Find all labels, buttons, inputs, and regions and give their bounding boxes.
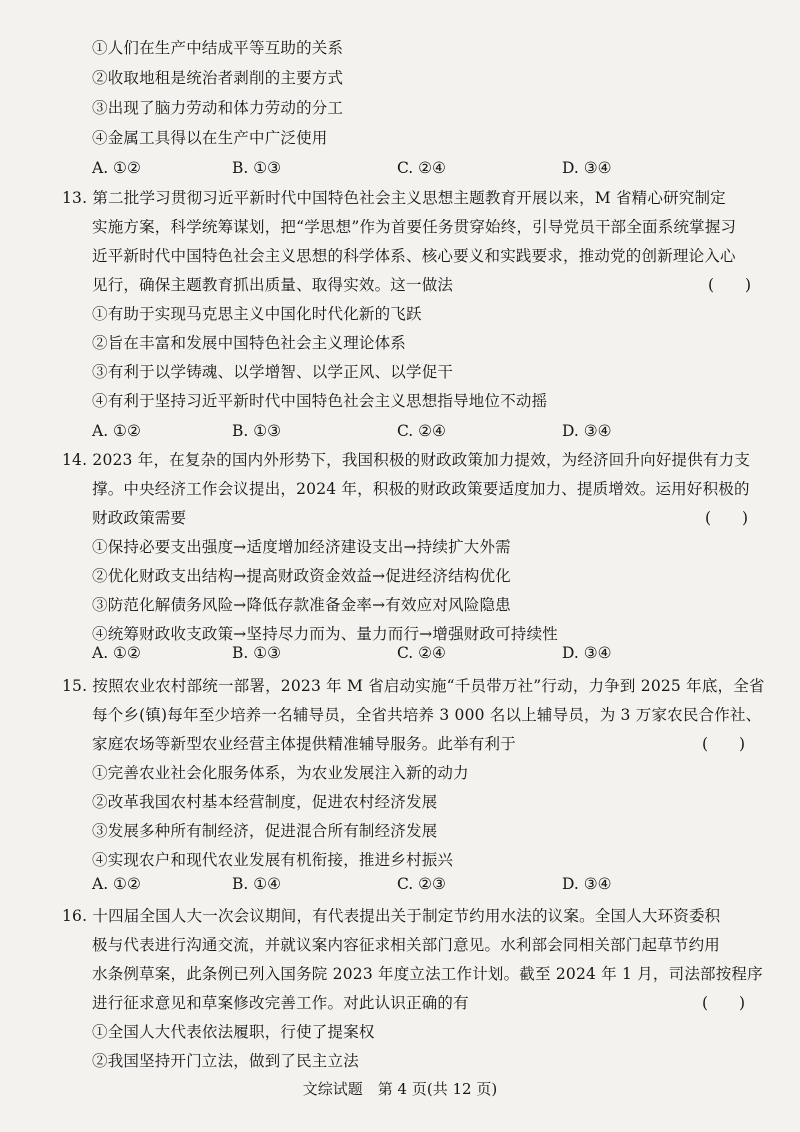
- q12-choice-a: A. ①②: [92, 159, 141, 177]
- q14-option-4: ④统筹财政收支政策→坚持尽力而为、量力而行→增强财政可持续性: [92, 625, 558, 643]
- q16-stem-line-2: 极与代表进行沟通交流，并就议案内容征求相关部门意见。水利部会同相关部门起草节约用: [92, 936, 721, 954]
- q15-stem-line-2: 每个乡(镇)每年至少培养一名辅导员，全省共培养 3 000 名以上辅导员，为 3 万家农民合作社、: [92, 706, 762, 724]
- q15-option-2: ②改革我国农村基本经营制度，促进农村经济发展: [92, 793, 438, 811]
- q13-option-4: ④有利于坚持习近平新时代中国特色社会主义思想指导地位不动摇: [92, 392, 548, 410]
- q15-choice-a: A. ①②: [92, 875, 141, 893]
- q14-choice-b: B. ①③: [232, 644, 282, 662]
- q13-stem-line-2: 实施方案，科学统筹谋划，把“学思想”作为首要任务贯穿始终，引导党员干部全面系统掌握习: [92, 218, 737, 236]
- q12-choice-c: C. ②④: [397, 159, 446, 177]
- q12-choices: [92, 156, 732, 180]
- q12-option-1: ①人们在生产中结成平等互助的关系: [92, 39, 344, 57]
- q15-stem-line-3: 家庭农场等新型农业经营主体提供精准辅导服务。此举有利于: [92, 735, 516, 753]
- q15-choice-c: C. ②③: [397, 875, 446, 893]
- q15-stem-line-1: 15. 按照农业农村部统一部署，2023 年 M 省启动实施“千员带万社”行动，力争到 2025 年底，全省: [62, 677, 765, 695]
- q15-choice-b: B. ①④: [232, 875, 282, 893]
- q12-choice-b: B. ①③: [232, 159, 282, 177]
- q16-stem-line-1: 16. 十四届全国人大一次会议期间，有代表提出关于制定节约用水法的议案。全国人大环资委积: [62, 907, 721, 925]
- q13-option-1: ①有助于实现马克思主义中国化时代化新的飞跃: [92, 305, 422, 323]
- q16-option-1: ①全国人大代表依法履职，行使了提案权: [92, 1023, 375, 1041]
- q13-choices: [92, 419, 732, 443]
- q12-choice-d: D. ③④: [562, 159, 612, 177]
- q14-answer-paren: ( ): [705, 509, 749, 527]
- q13-choice-b: B. ①③: [232, 422, 282, 440]
- q13-stem-line-4: 见行，确保主题教育抓出质量、取得实效。这一做法: [92, 276, 454, 294]
- q14-choices: [92, 641, 732, 665]
- q14-stem-line-3: 财政政策需要: [92, 509, 187, 527]
- q12-option-3: ③出现了脑力劳动和体力劳动的分工: [92, 99, 344, 117]
- q15-answer-paren: ( ): [702, 735, 746, 753]
- q13-answer-paren: ( ): [708, 276, 752, 294]
- q14-option-3: ③防范化解债务风险→降低存款准备金率→有效应对风险隐患: [92, 596, 511, 614]
- q15-option-1: ①完善农业社会化服务体系，为农业发展注入新的动力: [92, 764, 469, 782]
- q15-option-4: ④实现农户和现代农业发展有机衔接，推进乡村振兴: [92, 851, 454, 869]
- q14-stem-line-2: 撑。中央经济工作会议提出，2024 年，积极的财政政策要适度加力、提质增效。运用好积极的: [92, 480, 750, 498]
- q14-option-2: ②优化财政支出结构→提高财政资金效益→促进经济结构优化: [92, 567, 511, 585]
- q16-option-2: ②我国坚持开门立法，做到了民主立法: [92, 1052, 359, 1070]
- q13-stem-line-1: 13. 第二批学习贯彻习近平新时代中国特色社会主义思想主题教育开展以来，M 省精心研究制定: [62, 189, 726, 207]
- q12-option-4: ④金属工具得以在生产中广泛使用: [92, 129, 328, 147]
- q16-stem-line-3: 水条例草案，此条例已列入国务院 2023 年度立法工作计划。截至 2024 年 1 月，司法部按程序: [92, 965, 763, 983]
- q13-choice-c: C. ②④: [397, 422, 446, 440]
- q13-option-2: ②旨在丰富和发展中国特色社会主义理论体系: [92, 334, 407, 352]
- q14-option-1: ①保持必要支出强度→适度增加经济建设支出→持续扩大外需: [92, 538, 511, 556]
- q15-option-3: ③发展多种所有制经济，促进混合所有制经济发展: [92, 822, 438, 840]
- q13-choice-a: A. ①②: [92, 422, 141, 440]
- q15-choices: [92, 872, 732, 896]
- q13-option-3: ③有利于以学铸魂、以学增智、以学正风、以学促干: [92, 363, 454, 381]
- q16-answer-paren: ( ): [702, 994, 746, 1012]
- q14-choice-d: D. ③④: [562, 644, 612, 662]
- q14-choice-a: A. ①②: [92, 644, 141, 662]
- q14-stem-line-1: 14. 2023 年，在复杂的国内外形势下，我国积极的财政政策加力提效，为经济回升向好提供有力支: [62, 451, 751, 469]
- q12-option-2: ②收取地租是统治者剥削的主要方式: [92, 69, 344, 87]
- q15-choice-d: D. ③④: [562, 875, 612, 893]
- q16-stem-line-4: 进行征求意见和草案修改完善工作。对此认识正确的有: [92, 994, 469, 1012]
- q13-stem-line-3: 近平新时代中国特色社会主义思想的科学体系、核心要义和实践要求，推动党的创新理论入心: [92, 247, 736, 265]
- q14-choice-c: C. ②④: [397, 644, 446, 662]
- q13-choice-d: D. ③④: [562, 422, 612, 440]
- page-footer: 文综试题 第 4 页(共 12 页): [302, 1080, 498, 1098]
